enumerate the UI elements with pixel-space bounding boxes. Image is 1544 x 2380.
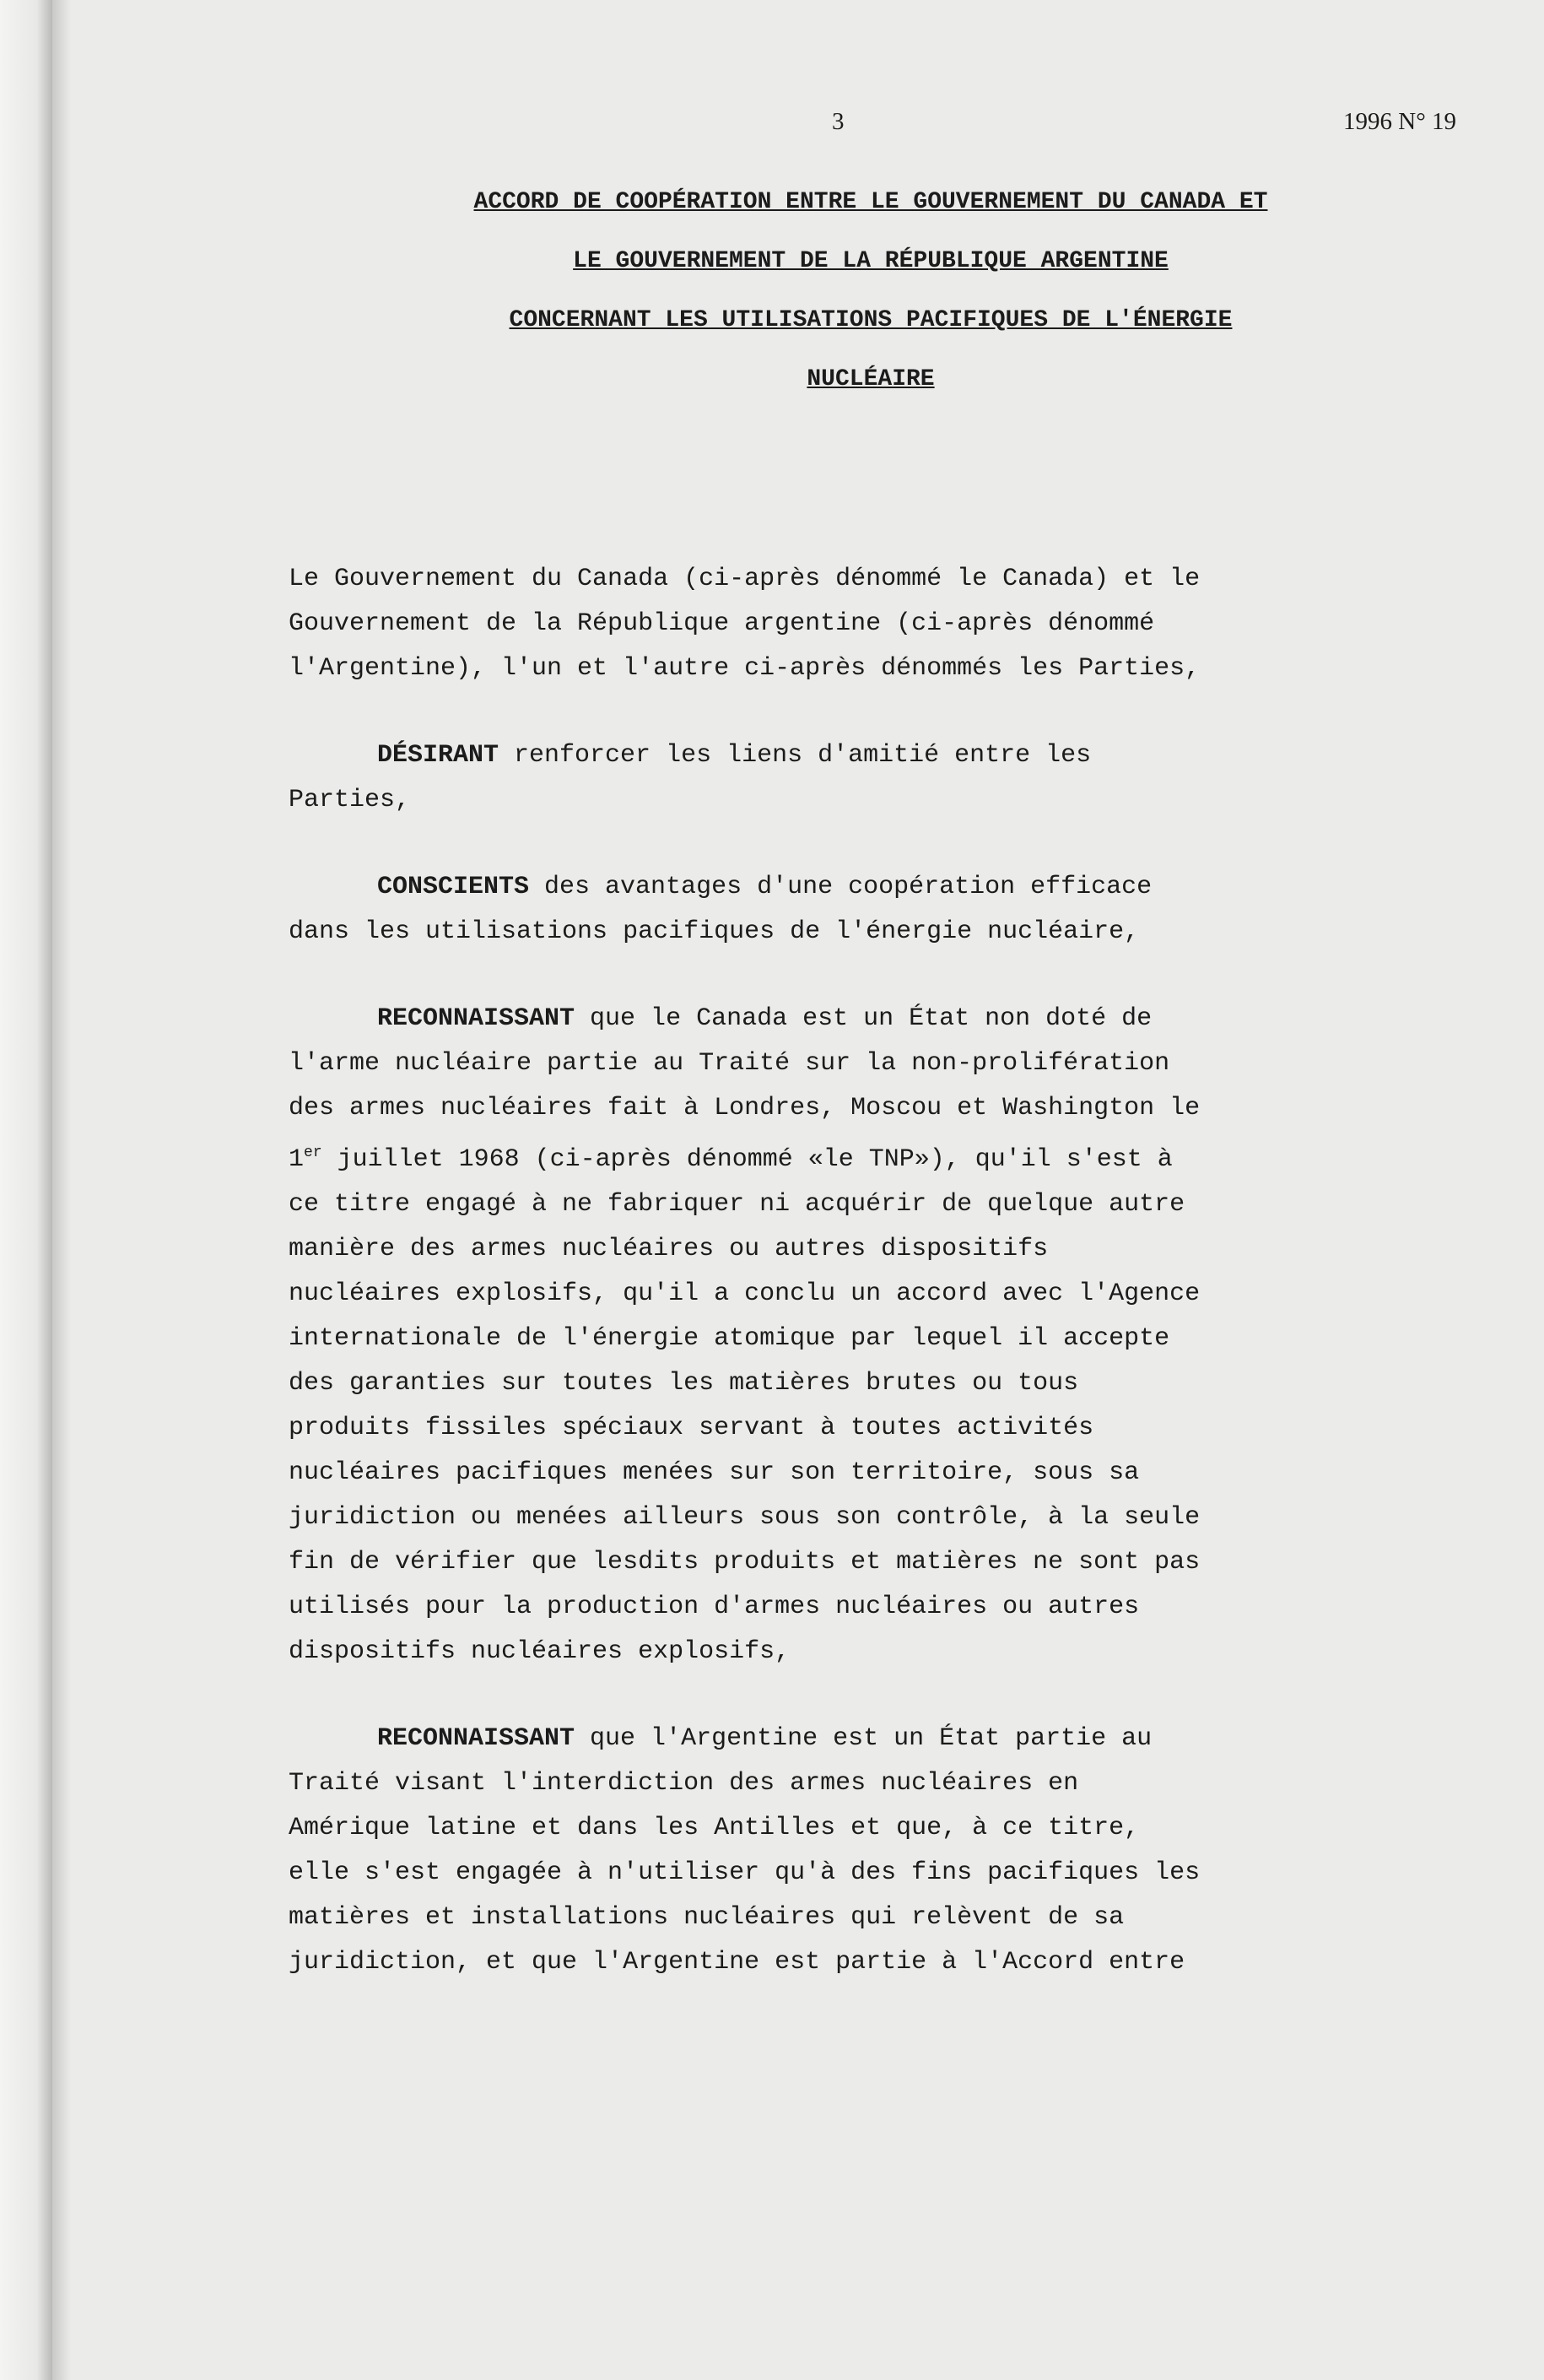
issue-number: 1996 N° 19 [1343, 108, 1457, 135]
text-line [289, 1717, 1470, 1761]
clause-text: renforcer les liens d'amitié entre les [499, 741, 1092, 770]
text-line: dans les utilisations pacifiques de l'énergie nucléaire, [289, 917, 1140, 946]
clause-reconnaissant-argentine [289, 1717, 1470, 1985]
text-line: ce titre engagé à ne fabriquer ni acquérir de quelque autre [289, 1190, 1185, 1219]
text-line: nucléaires explosifs, qu'il a conclu un accord avec l'Agence [289, 1279, 1201, 1308]
title-line: LE GOUVERNEMENT DE LA RÉPUBLIQUE ARGENTINE [573, 248, 1169, 274]
text-line: l'Argentine), l'un et l'autre ci-après dénommés les Parties, [289, 654, 1201, 683]
clause-conscients [289, 865, 1470, 955]
document-title [272, 173, 1470, 409]
clause-lead: CONSCIENTS [377, 873, 530, 901]
text-line: internationale de l'énergie atomique par lequel il accepte [289, 1324, 1170, 1353]
text-line: Amérique latine et dans les Antilles et que, à ce titre, [289, 1814, 1140, 1842]
text-line [289, 733, 1470, 778]
text-line [289, 1131, 1470, 1182]
text-line: des garanties sur toutes les matières brutes ou tous [289, 1369, 1079, 1398]
title-line: ACCORD DE COOPÉRATION ENTRE LE GOUVERNEMENT DU CANADA ET [473, 189, 1268, 215]
title-line: CONCERNANT LES UTILISATIONS PACIFIQUES DE L'ÉNERGIE [509, 307, 1233, 333]
text-line: nucléaires pacifiques menées sur son territoire, sous sa [289, 1458, 1140, 1487]
text-line: Traité visant l'interdiction des armes nucléaires en [289, 1769, 1079, 1798]
date-rest: juillet 1968 (ci-après dénommé «le TNP»), qu'il s'est à [321, 1145, 1173, 1174]
text-line: manière des armes nucléaires ou autres dispositifs [289, 1235, 1049, 1263]
page-number: 3 [832, 108, 845, 135]
text-line: fin de vérifier que lesdits produits et matières ne sont pas [289, 1548, 1201, 1577]
text-line [289, 997, 1470, 1041]
text-line: des armes nucléaires fait à Londres, Moscou et Washington le [289, 1094, 1201, 1122]
text-line: elle s'est engagée à n'utiliser qu'à des fins pacifiques les [289, 1858, 1201, 1887]
text-line: juridiction ou menées ailleurs sous son contrôle, à la seule [289, 1503, 1201, 1532]
text-line: Parties, [289, 786, 411, 814]
clause-lead: DÉSIRANT [377, 741, 499, 770]
text-line: utilisés pour la production d'armes nucléaires ou autres [289, 1593, 1140, 1621]
text-line [289, 865, 1470, 910]
date-day: 1 [289, 1145, 305, 1174]
clause-lead: RECONNAISSANT [377, 1004, 575, 1033]
text-line: juridiction, et que l'Argentine est partie à l'Accord entre [289, 1948, 1185, 1977]
clause-text: que le Canada est un État non doté de [575, 1004, 1153, 1033]
clause-desirant [289, 733, 1470, 823]
preamble-paragraph [289, 557, 1470, 691]
clause-reconnaissant-canada [289, 997, 1470, 1674]
document-body [289, 557, 1470, 2027]
text-line: l'arme nucléaire partie au Traité sur la non-prolifération [289, 1049, 1170, 1078]
text-line: Le Gouvernement du Canada (ci-après dénommé le Canada) et le [289, 565, 1201, 593]
book-spine [0, 0, 52, 2380]
date-ordinal: er [304, 1144, 322, 1161]
clause-text: des avantages d'une coopération efficace [529, 873, 1153, 901]
clause-text: que l'Argentine est un État partie au [575, 1724, 1153, 1753]
clause-lead: RECONNAISSANT [377, 1724, 575, 1753]
text-line: matières et installations nucléaires qui relèvent de sa [289, 1903, 1125, 1932]
text-line: Gouvernement de la République argentine (ci-après dénommé [289, 609, 1155, 638]
text-line: produits fissiles spéciaux servant à toutes activités [289, 1414, 1094, 1442]
text-line: dispositifs nucléaires explosifs, [289, 1637, 791, 1666]
document-page [52, 0, 1544, 2380]
title-line: NUCLÉAIRE [807, 366, 935, 392]
